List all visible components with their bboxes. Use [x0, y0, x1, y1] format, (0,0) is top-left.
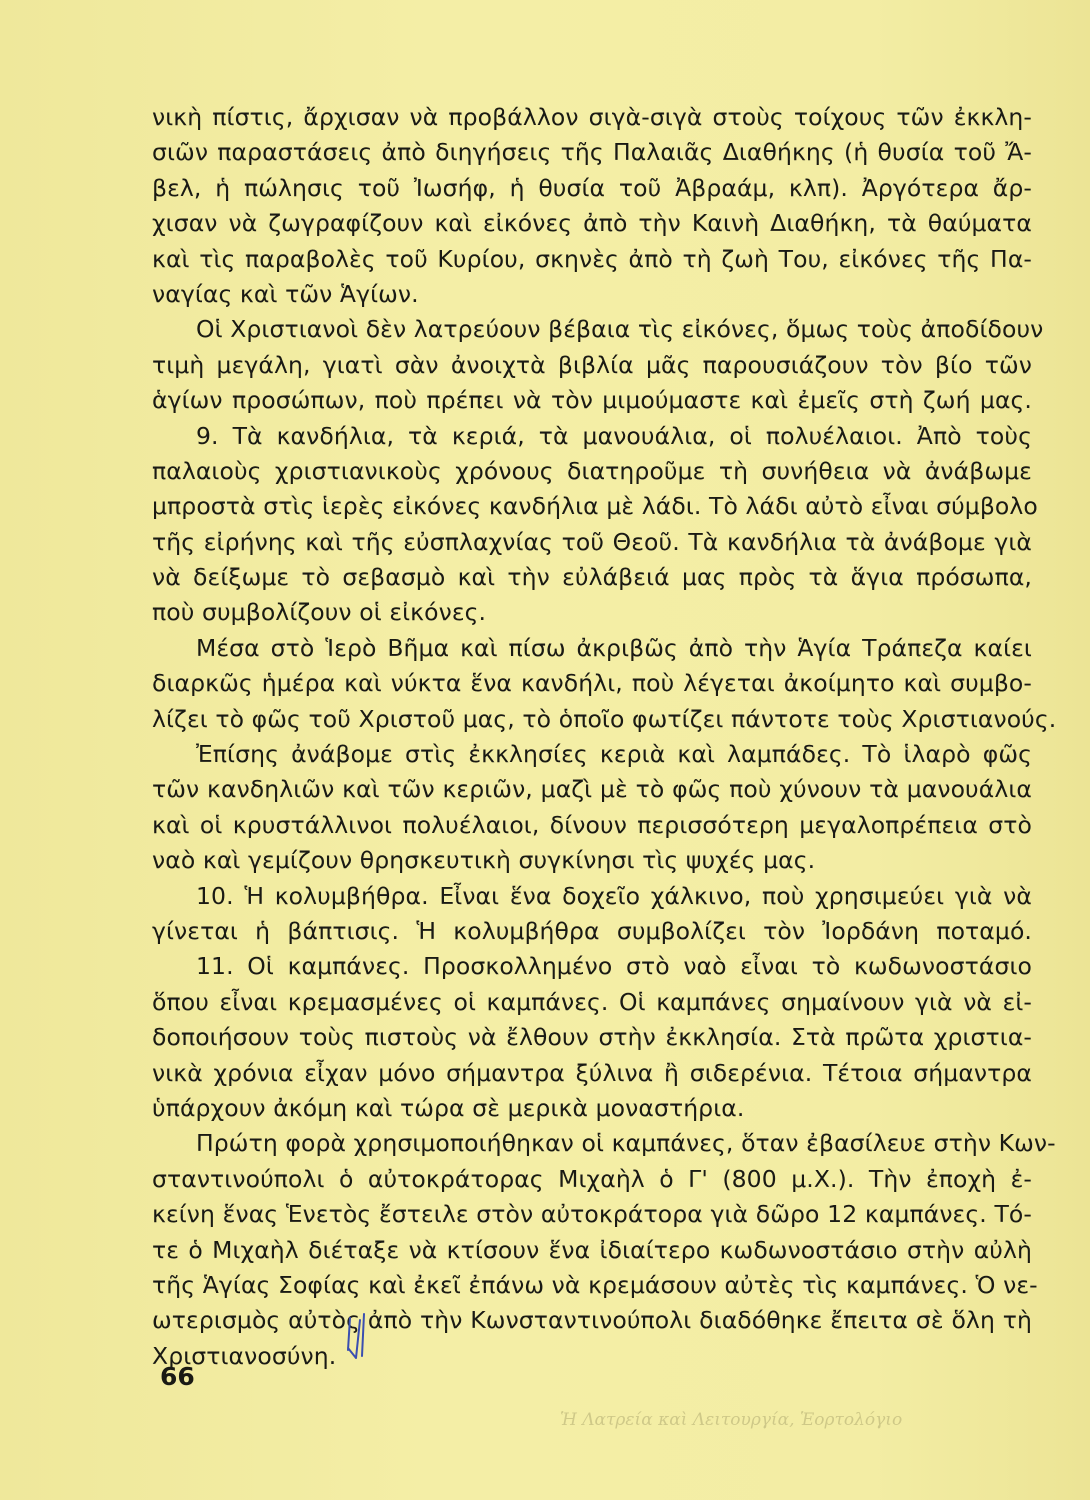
text-line: καὶ οἱ κρυστάλλινοι πολυέλαιοι, δίνουν περισσότερη μεγαλοπρέπεια στὸ	[152, 810, 1032, 839]
text-line: τιμὴ μεγάλη, γιατὶ σὰν ἀνοιχτὰ βιβλία μᾶς παρουσιάζουν τὸν βίο τῶν	[152, 350, 1032, 379]
text-line: ποὺ συμβολίζουν οἱ εἰκόνες.	[152, 598, 487, 627]
text-line: κείνη ἕνας Ἑνετὸς ἔστειλε στὸν αὐτοκράτορα γιὰ δῶρο 12 καμπάνες. Τό-	[152, 1200, 1032, 1229]
text-line: ἁγίων προσώπων, ποὺ πρέπει νὰ τὸν μιμούμαστε καὶ ἐμεῖς στὴ ζωή μας.	[152, 386, 1032, 415]
text-line: λίζει τὸ φῶς τοῦ Χριστοῦ μας, τὸ ὁποῖο φωτίζει πάντοτε τοὺς Χριστιανούς.	[152, 704, 1057, 733]
text-line: ναὸ καὶ γεμίζουν θρησκευτικὴ συγκίνησι τὶς ψυχές μας.	[152, 846, 816, 875]
text-line: δοποιήσουν τοὺς πιστοὺς νὰ ἔλθουν στὴν ἐκκλησία. Στὰ πρῶτα χριστια-	[152, 1023, 1032, 1052]
text-line: χισαν νὰ ζωγραφίζουν καὶ εἰκόνες ἀπὸ τὴν Καινὴ Διαθήκη, τὰ θαύματα	[152, 209, 1032, 238]
text-line: καὶ τὶς παραβολὲς τοῦ Κυρίου, σκηνὲς ἀπὸ τὴ ζωὴ Του, εἰκόνες τῆς Πα-	[152, 244, 1032, 273]
text-line: νικὴ πίστις, ἄρχισαν νὰ προβάλλον σιγὰ-σιγὰ στοὺς τοίχους τῶν ἐκκλη-	[152, 103, 1032, 131]
text-line: Πρώτη φορὰ χρησιμοποιήθηκαν οἱ καμπάνες, ὅταν ἐβασίλευε στὴν Κων-	[196, 1129, 1056, 1158]
text-line: τῶν κανδηλιῶν καὶ τῶν κεριῶν, μαζὶ μὲ τὸ φῶς ποὺ χύνουν τὰ μανουάλια	[152, 775, 1032, 804]
text-line: σιῶν παραστάσεις ἀπὸ διηγήσεις τῆς Παλαιᾶς Διαθήκης (ἡ θυσία τοῦ Ἄ-	[152, 138, 1032, 167]
text-line: τε ὁ Μιχαὴλ διέταξε νὰ κτίσουν ἕνα ἰδιαίτερο κωδωνοστάσιο στὴν αὐλὴ	[152, 1235, 1032, 1264]
page-number: 66	[160, 1362, 195, 1391]
text-line: τῆς Ἁγίας Σοφίας καὶ ἐκεῖ ἐπάνω νὰ κρεμάσουν αὐτὲς τὶς καμπάνες. Ὁ νε-	[152, 1270, 1038, 1299]
text-line: παλαιοὺς χριστιανικοὺς χρόνους διατηροῦμε τὴ συνήθεια νὰ ἀνάβωμε	[152, 456, 1032, 485]
text-line: Χριστιανοσύνη.	[152, 1341, 337, 1370]
text-line: μπροστὰ στὶς ἱερὲς εἰκόνες κανδήλια μὲ λάδι. Τὸ λάδι αὐτὸ εἶναι σύμβολο	[152, 492, 1038, 521]
text-line: Οἱ Χριστιανοὶ δὲν λατρεύουν βέβαια τὶς εἰκόνες, ὅμως τοὺς ἀποδίδουν	[196, 315, 1044, 344]
section-heading-line: 9. Τὰ κανδήλια, τὰ κεριά, τὰ μανουάλια, οἱ πολυέλαιοι. Ἀπὸ τοὺς	[196, 421, 1032, 450]
text-line: νικὰ χρόνια εἶχαν μόνο σήμαντρα ξύλινα ἢ σιδερένια. Τέτοια σήμαντρα	[152, 1058, 1032, 1087]
text-line: Ἐπίσης ἀνάβομε στὶς ἐκκλησίες κεριὰ καὶ λαμπάδες. Τὸ ἱλαρὸ φῶς	[196, 740, 1032, 769]
text-line: ναγίας καὶ τῶν Ἁγίων.	[152, 279, 419, 308]
text-line: γίνεται ἡ βάπτισις. Ἡ κολυμβήθρα συμβολίζει τὸν Ἰορδάνη ποταμό.	[152, 916, 1032, 945]
text-line: ὑπάρχουν ἀκόμη καὶ τώρα σὲ μερικὰ μοναστήρια.	[152, 1093, 745, 1122]
text-line: βελ, ἡ πώλησις τοῦ Ἰωσήφ, ἡ θυσία τοῦ Ἀβραάμ, κλπ). Ἀργότερα ἄρ-	[152, 173, 1032, 202]
section-heading-line: 11. Οἱ καμπάνες. Προσκολλημένο στὸ ναὸ εἶναι τὸ κωδωνοστάσιο	[196, 952, 1032, 981]
text-line: νὰ δείξωμε τὸ σεβασμὸ καὶ τὴν εὐλάβειά μας πρὸς τὰ ἅγια πρόσωπα,	[152, 563, 1032, 592]
text-line: τῆς εἰρήνης καὶ τῆς εὐσπλαχνίας τοῦ Θεοῦ. Τὰ κανδήλια τὰ ἀνάβομε γιὰ	[152, 527, 1032, 556]
text-line: σταντινούπολι ὁ αὐτοκράτορας Μιχαὴλ ὁ Γ' (800 μ.Χ.). Τὴν ἐποχὴ ἐ-	[152, 1164, 1032, 1193]
body-text	[152, 100, 1057, 1374]
text-line: Μέσα στὸ Ἱερὸ Βῆμα καὶ πίσω ἀκριβῶς ἀπὸ τὴν Ἁγία Τράπεζα καίει	[196, 633, 1032, 662]
text-line: ὅπου εἶναι κρεμασμένες οἱ καμπάνες. Οἱ καμπάνες σημαίνουν γιὰ νὰ εἰ-	[152, 987, 1032, 1016]
handwritten-mark-icon	[344, 1310, 394, 1362]
text-line: ωτερισμὸς αὐτὸς ἀπὸ τὴν Κωνσταντινούπολι διαδόθηκε ἔπειτα σὲ ὅλη τὴ	[152, 1306, 1032, 1335]
text-line: διαρκῶς ἡμέρα καὶ νύκτα ἕνα κανδήλι, ποὺ λέγεται ἀκοίμητο καὶ συμβο-	[152, 669, 1032, 698]
bleed-through-text: Ἡ Λατρεία καὶ Λειτουργία, Ἑορτολόγιο	[560, 1410, 903, 1430]
section-heading-line: 10. Ἡ κολυμβήθρα. Εἶναι ἕνα δοχεῖο χάλκινο, ποὺ χρησιμεύει γιὰ νὰ	[196, 881, 1032, 910]
